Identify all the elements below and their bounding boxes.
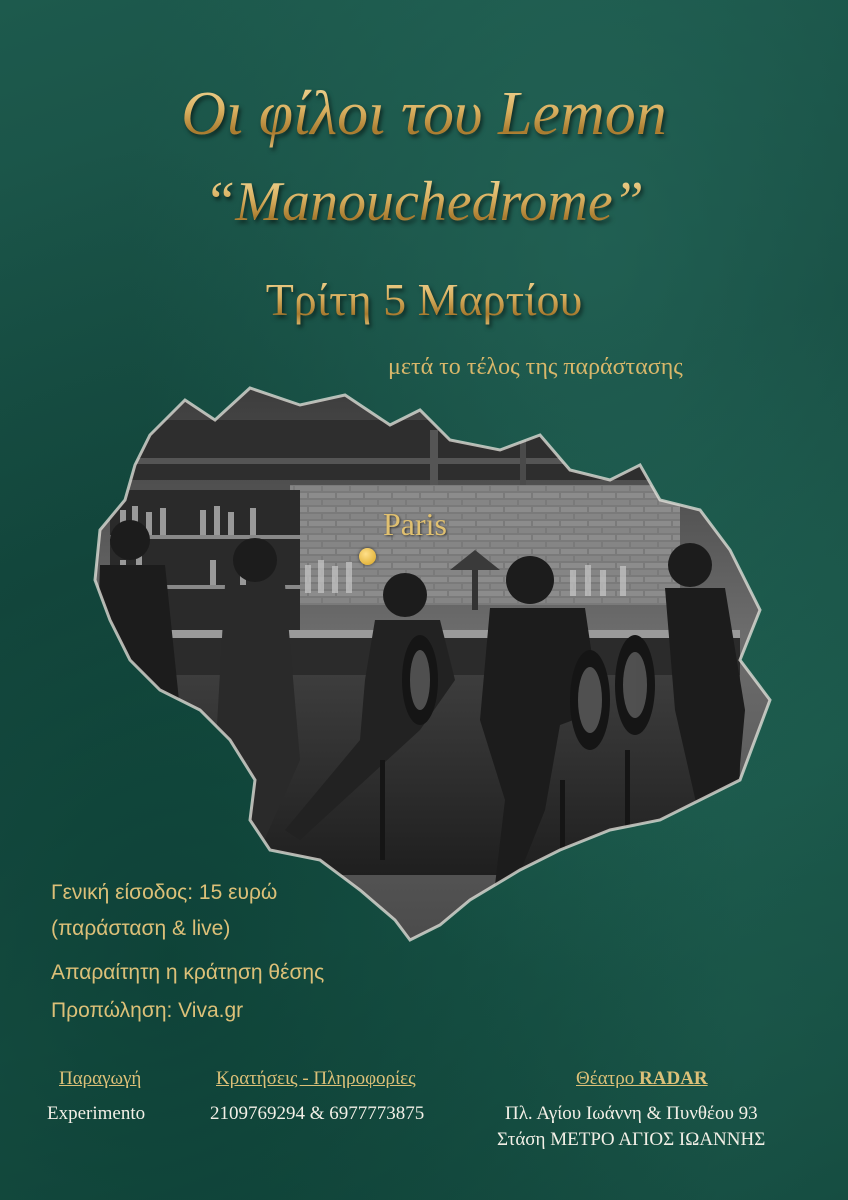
production-value: Experimento (47, 1103, 146, 1124)
venue-label (576, 1067, 708, 1091)
entry-note: (παράσταση & live) (51, 917, 231, 940)
poster-title: Οι φίλοι του Lemon (0, 78, 848, 150)
venue-label-prefix: Θέατρο (576, 1068, 640, 1089)
map-label-paris: Paris (383, 506, 447, 542)
contact-phones: 2109769294 & 6977773875 (210, 1103, 425, 1124)
poster-subtitle: “Manouchedrome” (0, 170, 848, 234)
venue-metro: Στάση ΜΕΤΡΟ ΑΓΙΟΣ ΙΩΑΝΝΗΣ (497, 1129, 766, 1150)
entry-price: Γενική είσοδος: 15 ευρώ (51, 881, 278, 904)
venue-address: Πλ. Αγίου Ιωάννη & Πυνθέου 93 (505, 1103, 758, 1124)
reservation-note: Απαραίτητη η κράτηση θέσης (51, 961, 325, 984)
band-photo-map (0, 380, 848, 950)
paris-marker-icon (359, 548, 376, 565)
presale-note: Προπώληση: Viva.gr (51, 999, 244, 1022)
event-date: Τρίτη 5 Μαρτίου (0, 272, 848, 328)
production-label: Παραγωγή (59, 1068, 142, 1089)
contact-label: Κρατήσεις - Πληροφορίες (216, 1068, 416, 1089)
venue-label-name: RADAR (639, 1068, 708, 1089)
after-show-note: μετά το τέλος της παράστασης (388, 354, 683, 380)
